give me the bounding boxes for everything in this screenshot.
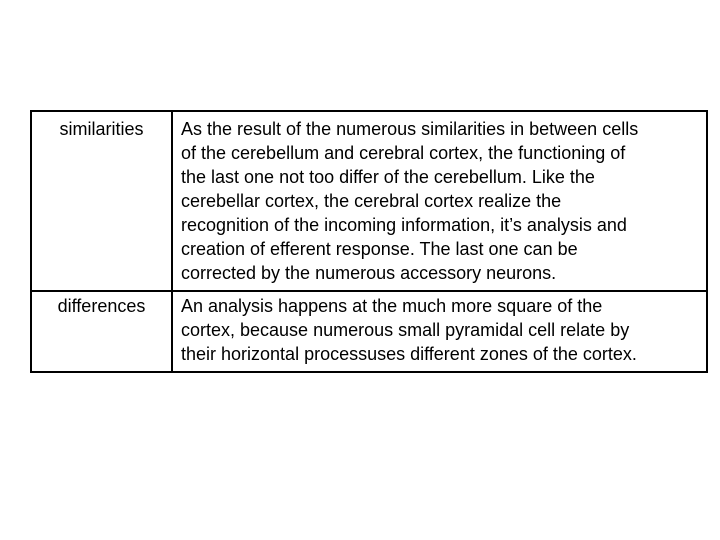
row-label-similarities: similarities (59, 119, 144, 139)
table-row-similarities (31, 111, 707, 291)
text-line: As the result of the numerous similarities in between cells (181, 119, 639, 139)
text-line: An analysis happens at the much more square of the (181, 296, 603, 316)
text-line: the last one not too differ of the cerebellum. Like the (181, 167, 595, 187)
text-line: creation of efferent response. The last one can be (181, 239, 578, 259)
row-label-cell (31, 111, 172, 291)
table-row-differences (31, 291, 707, 372)
row-label-cell (31, 291, 172, 372)
text-line: cerebellar cortex, the cerebral cortex realize the (181, 191, 562, 211)
comparison-table (30, 110, 708, 373)
row-text-cell (172, 291, 707, 372)
text-line: corrected by the numerous accessory neurons. (181, 263, 557, 283)
text-line: cortex, because numerous small pyramidal cell relate by (181, 320, 630, 340)
row-label-differences: differences (57, 296, 146, 316)
text-line: of the cerebellum and cerebral cortex, the functioning of (181, 143, 626, 163)
text-line: recognition of the incoming information, it’s analysis and (181, 215, 627, 235)
text-line: their horizontal processuses different zones of the cortex. (181, 344, 637, 364)
row-text-cell (172, 111, 707, 291)
